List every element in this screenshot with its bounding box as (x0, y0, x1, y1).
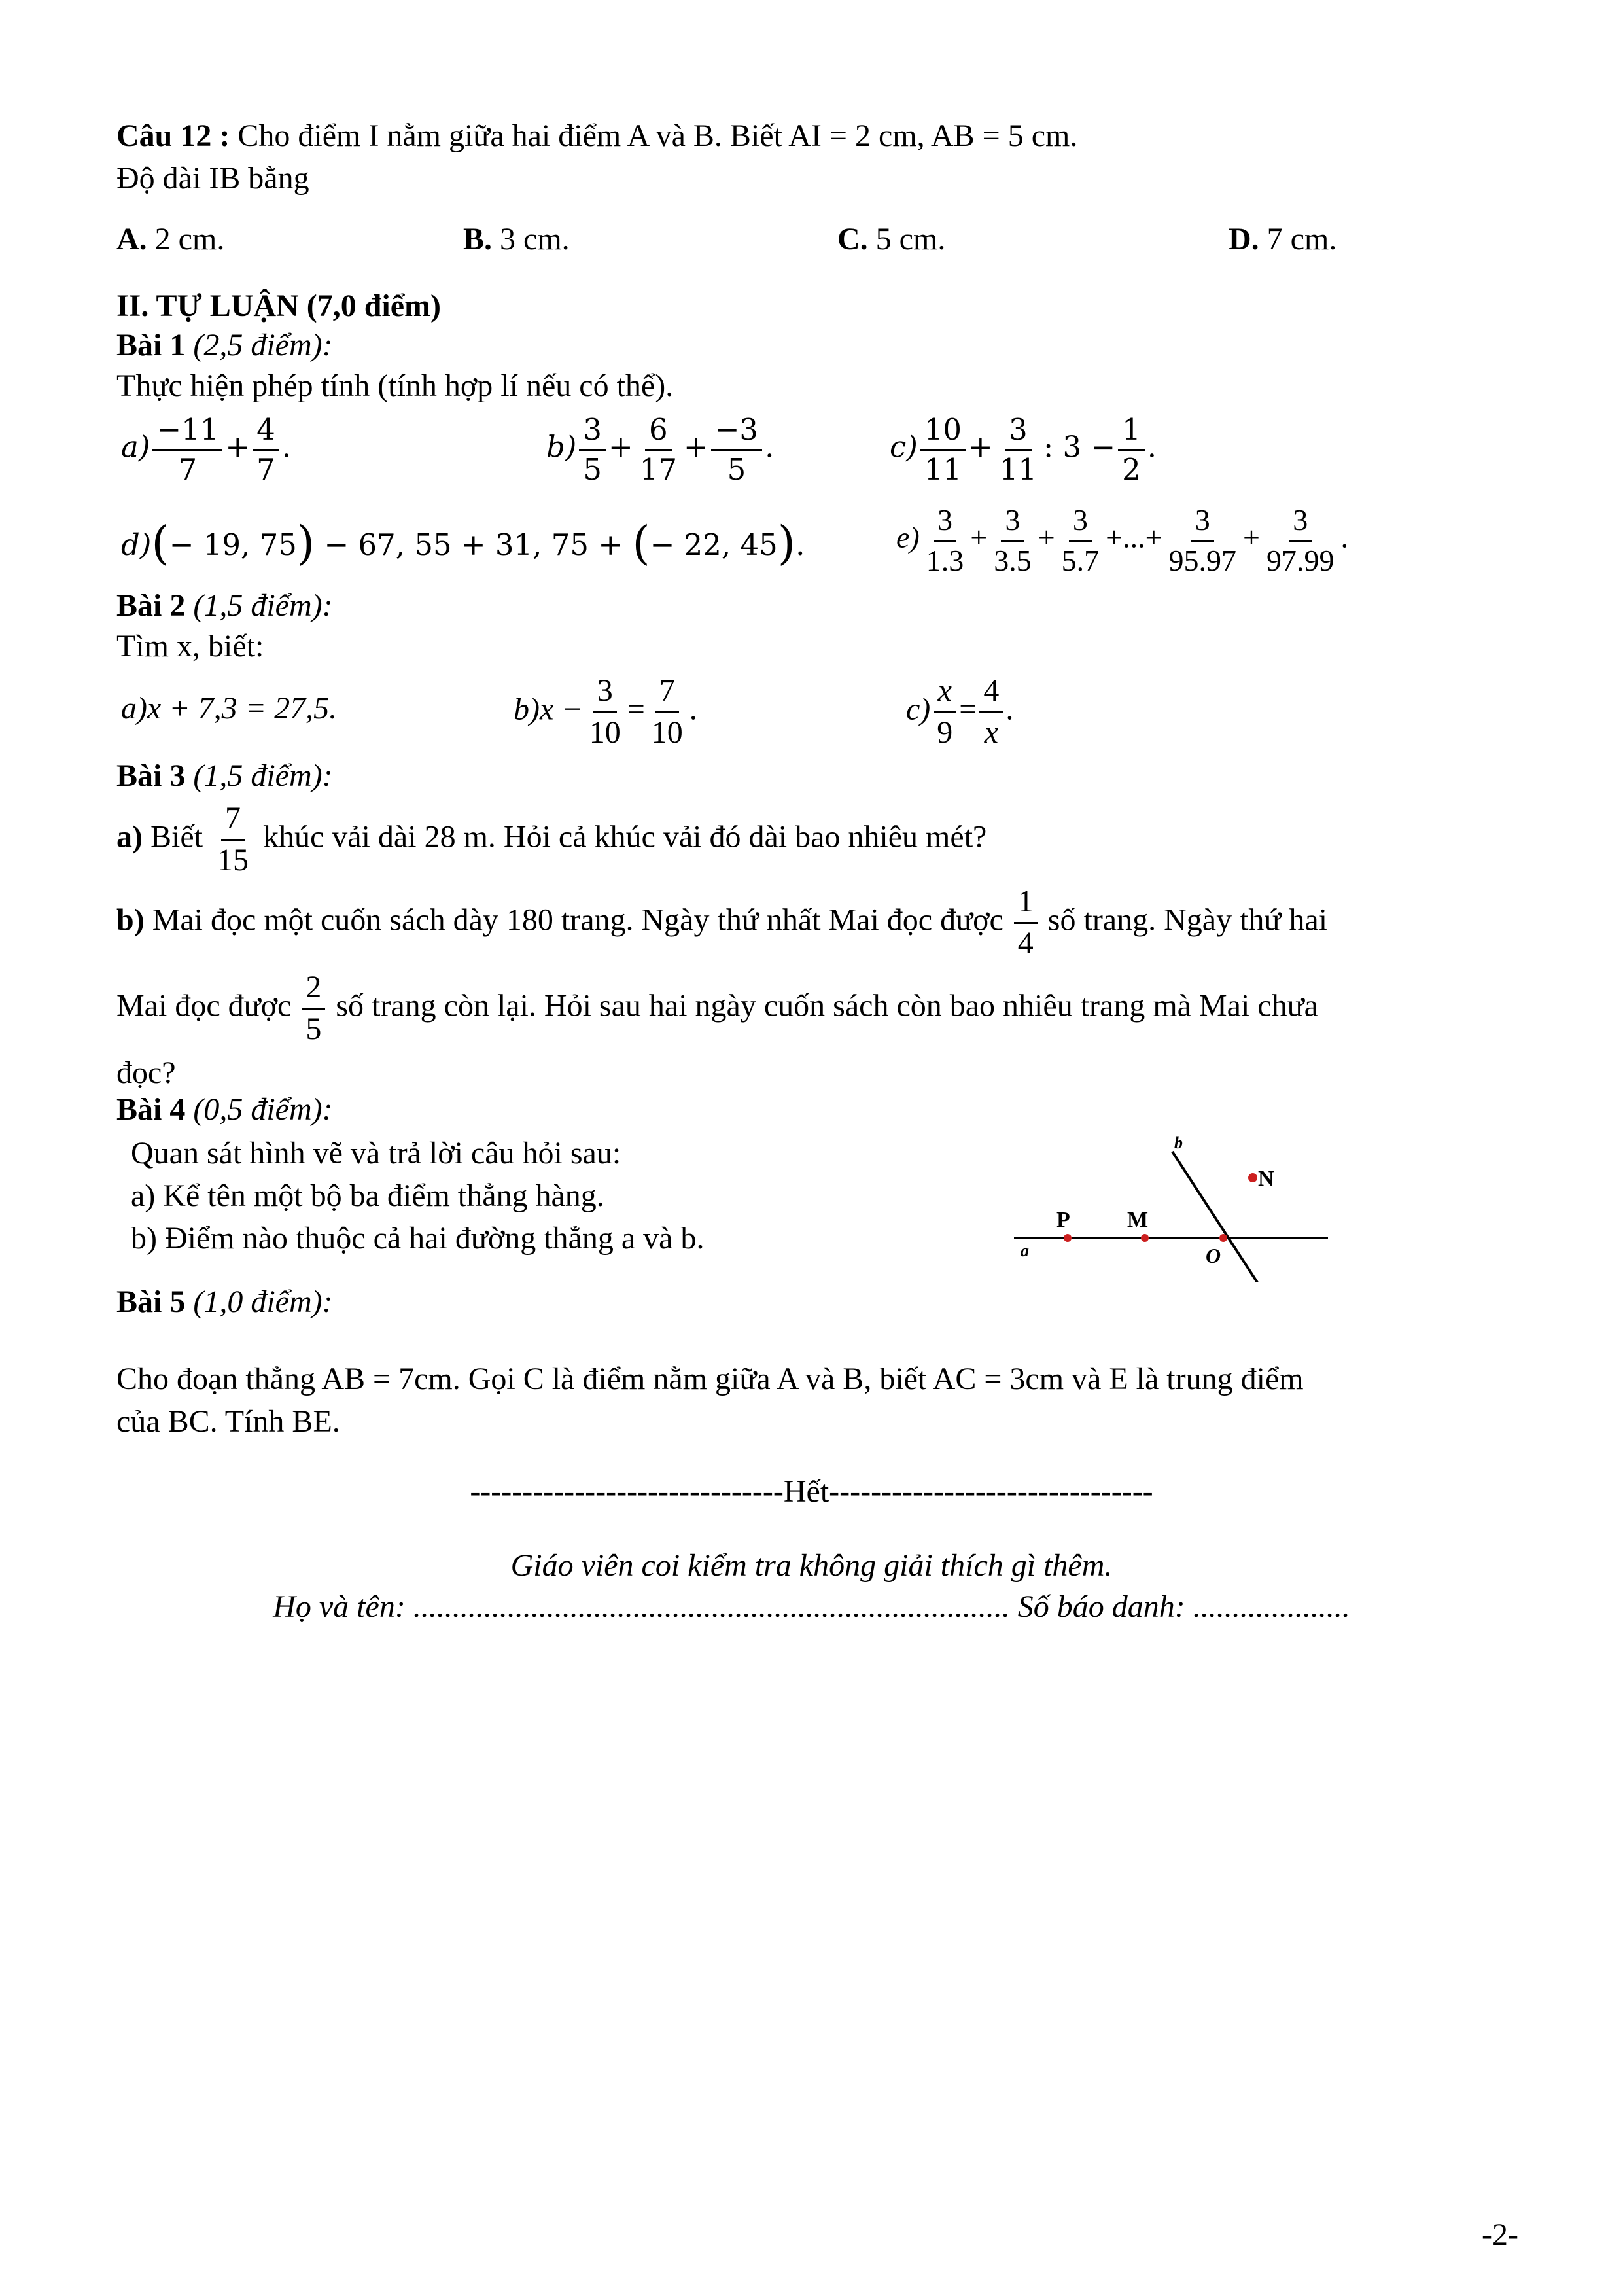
label-line-b: b (1174, 1133, 1183, 1152)
section-title: II. TỰ LUẬN (7,0 điểm) (116, 289, 442, 323)
bai3-b-line-3: đọc? (116, 1055, 176, 1090)
bai3-heading: Bài 3 (1,5 điểm): (116, 758, 333, 793)
bai5-text-1: Cho đoạn thẳng AB = 7cm. Gọi C là điểm nằm giữa A và B, biết AC = 3cm và E là trung điểm (116, 1362, 1304, 1396)
bai1-e: e) $\frac{3}{1.3}$ + $\frac{3}{3.5}$ + $\frac{3}{5.7}$ +...+ $\frac{3}{95.97}$ + $\frac{3}{97.99}$ . (896, 503, 1348, 577)
bai1-d: d)(− 19, 75) − 67, 55 + 31, 75 + (− 22, 45). (121, 516, 805, 570)
bai4-question-b: b) Điểm nào thuộc cả hai đường thẳng a và b. (131, 1221, 705, 1256)
bai2-c: c) $\frac{x}{9}$ = $\frac{4}{x}$ . (906, 673, 1014, 750)
bai4-intro: Quan sát hình vẽ và trả lời câu hỏi sau: (131, 1136, 621, 1171)
point-n (1248, 1173, 1257, 1182)
q12-option-c: C. 5 cm. (837, 222, 946, 256)
label-line-a: a (1021, 1241, 1029, 1260)
q12-line-2: Độ dài IB bằng (116, 161, 309, 196)
bai1-c: c) $\frac{10}{11}$ + $\frac{3}{11}$ : 3 − $\frac{1}{2}$ . (890, 412, 1157, 487)
point-p (1064, 1234, 1072, 1242)
bai3-b-line-1: b) Mai đọc một cuốn sách dày 180 trang. Ngày thứ nhất Mai đọc được $\frac{1}{4}$ số trang. Ngày thứ hai (116, 884, 1328, 961)
label-p: P (1056, 1208, 1070, 1232)
bai1-heading: Bài 1 (2,5 điểm): (116, 328, 333, 362)
bai4-heading: Bài 4 (0,5 điểm): (116, 1092, 333, 1127)
point-m (1141, 1234, 1149, 1242)
signature-line: Họ và tên: ............................................................................ Số báo danh: .................... (273, 1589, 1350, 1624)
bai3-a: a) Biết $\frac{7}{15}$ khúc vải dài 28 m. Hỏi cả khúc vải đó dài bao nhiêu mét? (116, 801, 987, 877)
q12-text: Cho điểm I nằm giữa hai điểm A và B. Biết AI = 2 cm, AB = 5 cm. (230, 118, 1078, 153)
q12-line-1 (116, 118, 1077, 154)
bai2-heading: Bài 2 (1,5 điểm): (116, 588, 333, 623)
bai2-b: b)x − $\frac{3}{10}$ = $\frac{7}{10}$ . (514, 673, 697, 750)
bai4-figure (1007, 1132, 1328, 1282)
bai2-instruction: Tìm x, biết: (116, 629, 264, 663)
bai1-instruction: Thực hiện phép tính (tính hợp lí nếu có thể). (116, 368, 674, 403)
label-o: O (1206, 1244, 1221, 1267)
q12-option-b: B. 3 cm. (463, 222, 570, 256)
page-number: -2- (1482, 2217, 1518, 2252)
q12-option-d: D. 7 cm. (1229, 222, 1337, 256)
label-m: M (1127, 1208, 1149, 1232)
bai2-a: a)x + 7,3 = 27,5. (121, 691, 338, 726)
bai1-b: b) $\frac{3}{5}$ + $\frac{6}{17}$ + $\frac{-3}{5}$ . (546, 412, 775, 487)
bai5-heading: Bài 5 (1,0 điểm): (116, 1284, 333, 1319)
point-o (1219, 1234, 1227, 1242)
label-n: N (1258, 1167, 1274, 1191)
q12-option-a: A. 2 cm. (116, 222, 225, 256)
bai1-a: a) $\frac{-11}{7}$ + $\frac{4}{7}$ . (121, 412, 292, 487)
proctor-note: Giáo viên coi kiểm tra không giải thích gì thêm. (510, 1548, 1113, 1583)
end-line: ------------------------------Hết------------------------------- (470, 1474, 1153, 1509)
bai5-text-2: của BC. Tính BE. (116, 1404, 340, 1439)
bai3-b-line-2: Mai đọc được $\frac{2}{5}$ số trang còn lại. Hỏi sau hai ngày cuốn sách còn bao nhiêu trang mà Mai chưa (116, 970, 1318, 1046)
bai4-question-a: a) Kể tên một bộ ba điểm thẳng hàng. (131, 1178, 604, 1213)
q12-label: Câu 12 : (116, 118, 230, 153)
